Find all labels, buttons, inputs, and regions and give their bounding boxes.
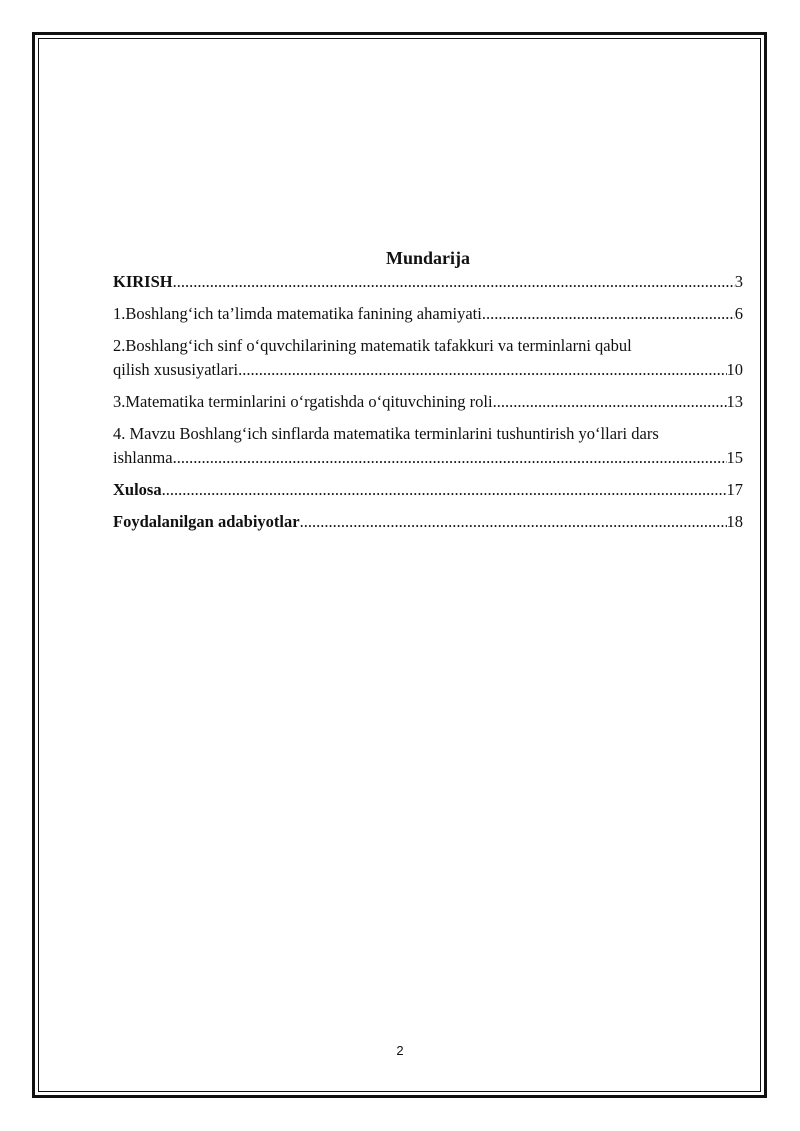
page-border-inner: [38, 38, 761, 1092]
toc-leader-dots: [482, 302, 735, 326]
toc-page-number: 18: [726, 512, 743, 531]
toc-entry-label: Xulosa: [113, 480, 162, 499]
toc-line: [113, 358, 743, 382]
toc-entry-section-1[interactable]: [113, 302, 743, 326]
toc-entry-label: Foydalanilgan adabiyotlar: [113, 512, 300, 531]
toc-entry-section-2[interactable]: [113, 334, 743, 382]
toc-entry-kirish[interactable]: [113, 270, 743, 294]
toc-page-number: 15: [726, 448, 743, 467]
toc-leader-dots: [162, 478, 727, 502]
toc-entry-xulosa[interactable]: [113, 478, 743, 502]
toc-entry-label-line-1: 2.Boshlang‘ich sinf o‘quvchilarining matematik tafakkuri va terminlarni qabul: [113, 336, 632, 355]
toc-line: [113, 446, 743, 470]
toc-line: [113, 390, 743, 414]
toc-leader-dots: [173, 446, 727, 470]
toc-entry-label: 1.Boshlang‘ich ta’limda matematika fanining ahamiyati: [113, 304, 482, 323]
toc-line: [113, 510, 743, 534]
toc-entry-label-line-1: 4. Mavzu Boshlang‘ich sinflarda matematika terminlarini tushuntirish yo‘llari dars: [113, 424, 659, 443]
toc-leader-dots: [300, 510, 727, 534]
toc-page-number: 13: [726, 392, 743, 411]
table-of-contents: [113, 246, 743, 542]
toc-leader-dots: [238, 358, 726, 382]
toc-line: [113, 302, 743, 326]
toc-entry-section-3[interactable]: [113, 390, 743, 414]
toc-page-number: 6: [734, 304, 743, 323]
toc-page-number: 17: [726, 480, 743, 499]
toc-entry-label: ishlanma: [113, 448, 173, 467]
toc-entry-label: KIRISH: [113, 272, 173, 291]
toc-entry-section-4[interactable]: [113, 422, 743, 470]
toc-page-number: 10: [726, 360, 743, 379]
toc-title: Mundarija: [385, 248, 470, 268]
toc-leader-dots: [493, 390, 727, 414]
toc-line: [113, 478, 743, 502]
toc-line: [113, 270, 743, 294]
toc-leader-dots: [173, 270, 735, 294]
toc-entry-label: 3.Matematika terminlarini o‘rgatishda o‘qituvchining roli: [113, 392, 493, 411]
toc-page-number: 3: [734, 272, 743, 291]
toc-entry-label: qilish xususiyatlari: [113, 360, 239, 379]
page-number: 2: [396, 1043, 404, 1058]
toc-entry-references[interactable]: [113, 510, 743, 534]
